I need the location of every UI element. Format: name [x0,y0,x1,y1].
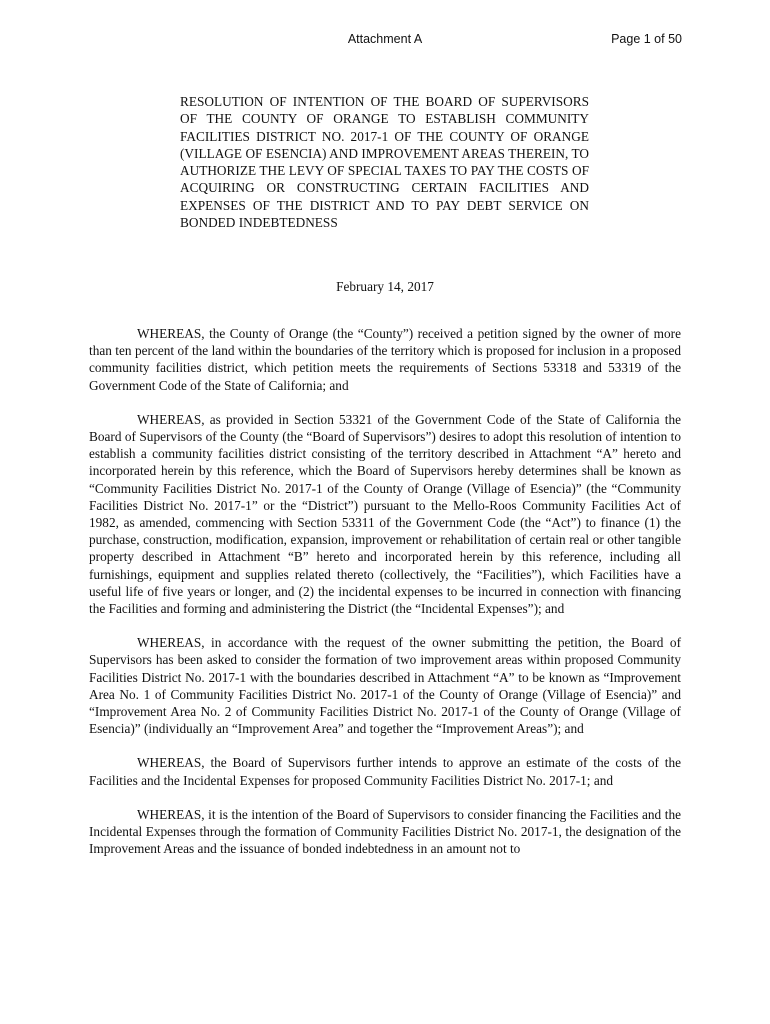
paragraph: WHEREAS, as provided in Section 53321 of the Government Code of the State of California the Board of Supervisors of the County (the “Board of Supervisors”) desires to adopt this resolution of intention to establish a community facilities district consisting of the territory described in Attachment “A” hereto and incorporated herein by this reference, which the Board of Supervisors hereby determines shall be known as “Community Facilities District No. 2017-1 of the County of Orange (Village of Esencia)” (the “Community Facilities District No. 2017-1” or the “District”) pursuant to the Mello-Roos Community Facilities Act of 1982, as amended, commencing with Section 53311 of the Government Code (the “Act”) to finance (1) the purchase, construction, modification, expansion, improvement or rehabilitation of certain real or other tangible property described in Attachment “B” hereto and incorporated herein by this reference, including all furnishings, equipment and supplies related thereto (collectively, the “Facilities”), which Facilities have a useful life of five years or longer, and (2) the incidental expenses to be incurred in connection with financing the Facilities and forming and administering the District (the “Incidental Expenses”); and [89,411,681,617]
document-body [89,325,681,874]
resolution-date: February 14, 2017 [336,279,434,294]
header-attachment-label: Attachment A [347,32,423,46]
paragraph: WHEREAS, the Board of Supervisors further intends to approve an estimate of the costs of the Facilities and the Incidental Expenses for proposed Community Facilities District No. 2017-1; and [89,755,681,788]
paragraph: WHEREAS, in accordance with the request of the owner submitting the petition, the Board of Supervisors has been asked to consider the formation of two improvement areas within proposed Community Facilities District No. 2017-1 with the boundaries described in Attachment “A” to be known as “Improvement Area No. 1 of Community Facilities District No. 2017-1 of the County of Orange (Village of Esencia)” and “Improvement Area No. 2 of Community Facilities District No. 2017-1 of the County of Orange (Village of Esencia)” (individually an “Improvement Area” and together the “Improvement Areas”); and [89,635,681,737]
paragraph: WHEREAS, it is the intention of the Board of Supervisors to consider financing the Facilities and the Incidental Expenses through the formation of Community Facilities District No. 2017-1, the designation of the Improvement Areas and the issuance of bonded indebtedness in an amount not to [89,806,681,857]
resolution-title: RESOLUTION OF INTENTION OF THE BOARD OF SUPERVISORS OF THE COUNTY OF ORANGE TO ESTABLISH COMMUNITY FACILITIES DISTRICT NO. 2017-1 OF THE COUNTY OF ORANGE (VILLAGE OF ESENCIA) AND IMPROVEMENT AREAS THEREIN, TO AUTHORIZE THE LEVY OF SPECIAL TAXES TO PAY THE COSTS OF ACQUIRING OR CONSTRUCTING CERTAIN FACILITIES AND EXPENSES OF THE DISTRICT AND TO PAY DEBT SERVICE ON BONDED INDEBTEDNESS [180,94,589,231]
page-number: Page 1 of 50 [611,32,682,46]
paragraph: WHEREAS, the County of Orange (the “County”) received a petition signed by the owner of more than ten percent of the land within the boundaries of the territory which is proposed for inclusion in a proposed community facilities district, which petition meets the requirements of Sections 53318 and 53319 of the Government Code of the State of California; and [89,326,681,393]
